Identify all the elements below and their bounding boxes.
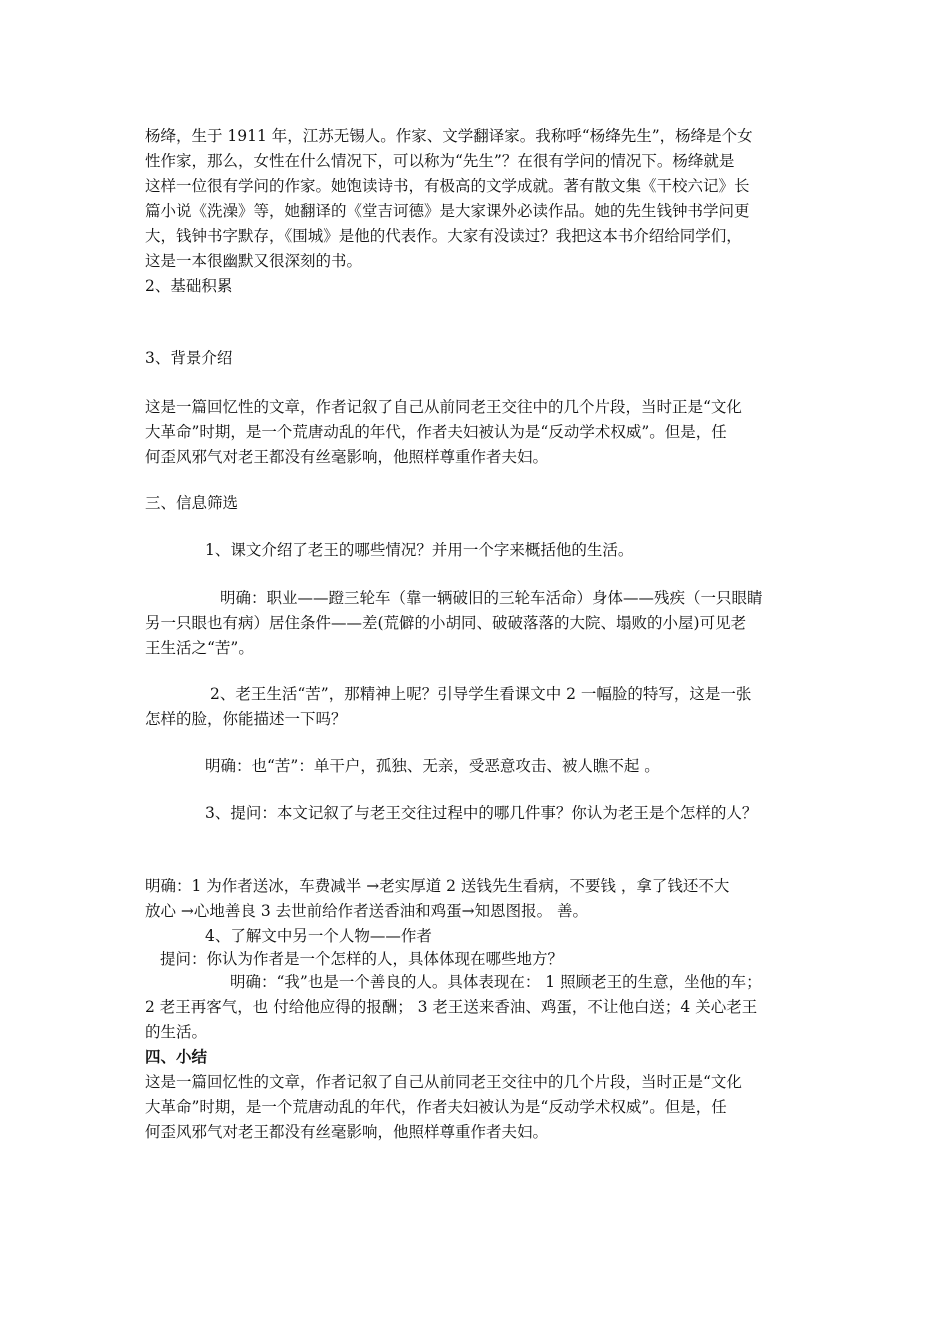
text-line: 这是一篇回忆性的文章，作者记叙了自己从前同老王交往中的几个片段，当时正是“文化 [145,1073,742,1091]
text-line: 放心 →心地善良 3 去世前给作者送香油和鸡蛋→知恩图报。 善。 [145,902,589,920]
text-line: 性作家，那么，女性在什么情况下，可以称为“先生”？在很有学问的情况下。杨绛就是 [145,152,735,170]
text-line: 怎样的脸，你能描述一下吗？ [145,710,347,728]
question-2 [145,682,810,732]
answer-4 [145,970,810,1045]
text-line: 这是一本很幽默又很深刻的书。 [145,252,363,270]
text-line: 2、老王生活“苦”，那精神上呢？引导学生看课文中 2 一幅脸的特写，这是一张 [210,685,752,703]
answer-2: 明确：也“苦”：单干户，孤独、无亲，受恶意攻击、被人瞧不起 。 [205,757,660,775]
text-line: 王生活之“苦”。 [145,639,254,657]
text-line: 2 老王再客气，也 付给他应得的报酬； 3 老王送来香油、鸡蛋，不让他白送；4 关心老王 [145,998,758,1016]
text-line: 大革命”时期，是一个荒唐动乱的年代，作者夫妇被认为是“反动学术权威”。但是，任 [145,1098,727,1116]
text-line: 篇小说《洗澡》等，她翻译的《堂吉诃德》是大家课外必读作品。她的先生钱钟书学问更 [145,202,750,220]
text-line: 大革命”时期，是一个荒唐动乱的年代，作者夫妇被认为是“反动学术权威”。但是，任 [145,423,727,441]
text-line: 大，钱钟书字默存，《围城》是他的代表作。大家有没读过？我把这本书介绍给同学们， [145,227,742,245]
question-3: 3、提问：本文记叙了与老王交往过程中的哪几件事？你认为老王是个怎样的人？ [205,804,758,822]
text-line: 明确：1 为作者送冰，车费减半 →老实厚道 2 送钱先生看病，不要钱 ，拿了钱还不大 [145,877,730,895]
text-line: 这样一位很有学问的作家。她饱读诗书，有极高的文学成就。著有散文集《干校六记》长 [145,177,750,195]
text-line: 明确：“我”也是一个善良的人。具体表现在： 1 照顾老王的生意，坐他的车； [230,973,762,991]
text-line: 明确：职业——蹬三轮车（靠一辆破旧的三轮车活命）身体——残疾（一只眼睛 [220,589,763,607]
answer-3 [145,874,810,924]
text-line: 另一只眼也有病）居住条件——差(荒僻的小胡同、破破落落的大院、塌败的小屋)可见老 [145,614,747,632]
summary-paragraph [145,1070,810,1145]
section-heading-summary: 四、小结 [145,1048,208,1066]
background-paragraph [145,395,810,470]
question-4: 4、了解文中另一个人物——作者 [205,927,432,945]
text-line: 的生活。 [145,1023,208,1041]
intro-paragraph [145,124,810,274]
section-heading-background: 3、背景介绍 [145,349,233,367]
text-line: 何歪风邪气对老王都没有丝毫影响，他照样尊重作者夫妇。 [145,448,549,466]
text-line: 何歪风邪气对老王都没有丝毫影响，他照样尊重作者夫妇。 [145,1123,549,1141]
section-heading-basics: 2、基础积累 [145,277,233,295]
answer-1 [145,586,810,661]
question-1: 1、课文介绍了老王的哪些情况？并用一个字来概括他的生活。 [205,541,634,559]
section-heading-info: 三、信息筛选 [145,494,239,512]
text-line: 杨绛，生于 1911 年，江苏无锡人。作家、文学翻译家。我称呼“杨绛先生”，杨绛是个女 [145,127,753,145]
text-line: 这是一篇回忆性的文章，作者记叙了自己从前同老王交往中的几个片段，当时正是“文化 [145,398,742,416]
question-4-ask: 提问：你认为作者是一个怎样的人，具体体现在哪些地方？ [160,950,564,968]
